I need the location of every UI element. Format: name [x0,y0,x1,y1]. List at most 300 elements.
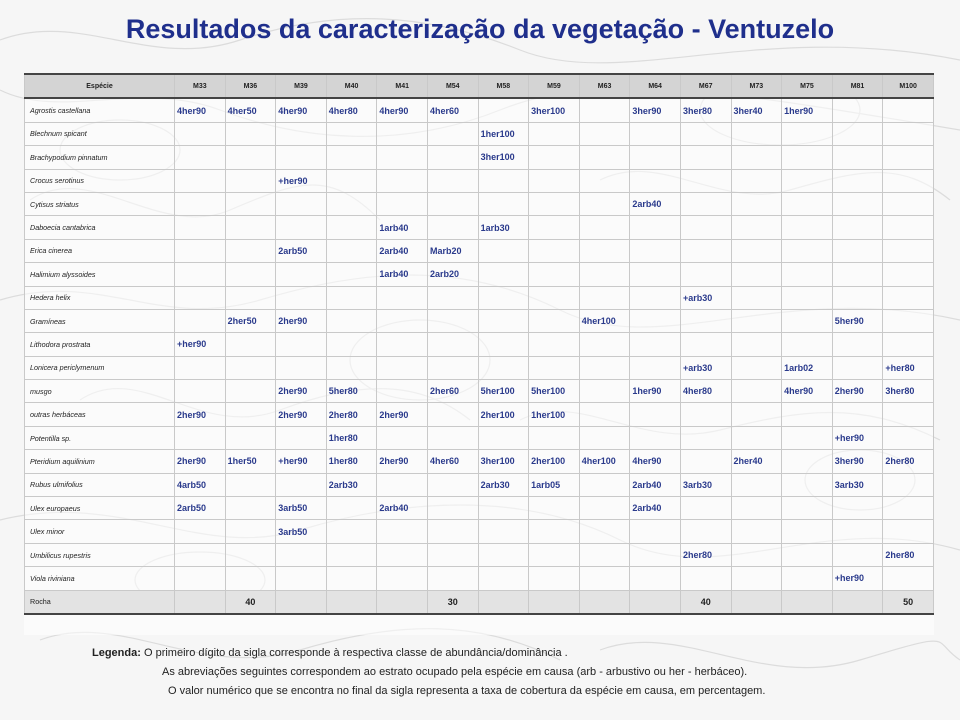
column-header-m75: M75 [782,74,833,98]
table-cell [225,146,276,169]
table-cell: 2her90 [276,309,327,332]
table-cell: 2her50 [225,309,276,332]
table-cell: 2her90 [175,450,226,473]
table-cell [427,567,478,590]
species-cell: Ulex minor [25,520,175,543]
table-cell: 2her100 [478,403,529,426]
table-cell: 3her100 [478,450,529,473]
table-cell [579,543,630,566]
table-cell [377,380,428,403]
table-cell [175,309,226,332]
table-cell: 4her60 [427,450,478,473]
table-cell [529,309,580,332]
table-cell [630,122,681,145]
table-cell: 2arb40 [630,192,681,215]
table-cell: 1her80 [326,426,377,449]
table-cell [225,567,276,590]
table-cell [175,380,226,403]
table-cell [326,286,377,309]
table-cell [832,169,883,192]
table-cell [377,192,428,215]
legend-text-1: O primeiro dígito da sigla corresponde à respectiva classe de abundância/dominância . [143,647,568,659]
table-cell: 2arb40 [377,497,428,520]
table-cell [630,169,681,192]
table-cell [529,497,580,520]
table-row [25,333,934,356]
table-cell [832,356,883,379]
table-cell [883,403,934,426]
table-row [25,380,934,403]
table-cell [731,426,782,449]
table-cell [225,356,276,379]
table-cell: Marb20 [427,239,478,262]
table-cell [731,356,782,379]
table-cell [377,567,428,590]
table-cell [832,286,883,309]
species-cell: Hedera helix [25,286,175,309]
table-cell [579,497,630,520]
table-cell [478,286,529,309]
table-cell [883,567,934,590]
legend [92,644,942,701]
table-cell: 40 [225,590,276,614]
table-cell [579,380,630,403]
table-cell [782,497,833,520]
species-cell: Gramíneas [25,309,175,332]
table-cell [832,520,883,543]
table-cell: 2her90 [276,403,327,426]
table-cell: 2her60 [427,380,478,403]
table-cell [832,192,883,215]
table-cell [225,380,276,403]
table-cell [478,309,529,332]
table-cell: 2her100 [529,450,580,473]
table-cell [225,216,276,239]
table-cell [326,263,377,286]
table-cell [225,333,276,356]
vegetation-table [24,73,934,615]
table-cell [579,333,630,356]
table-cell: 1arb40 [377,263,428,286]
table-row [25,192,934,215]
table-cell [377,590,428,614]
table-cell [731,497,782,520]
table-cell [680,333,731,356]
species-cell: Lithodora prostrata [25,333,175,356]
table-cell [175,356,226,379]
table-cell [478,192,529,215]
table-cell [427,356,478,379]
table-cell: 1arb30 [478,216,529,239]
table-cell [427,497,478,520]
table-cell [377,146,428,169]
table-cell [731,239,782,262]
table-cell [276,567,327,590]
table-cell [731,567,782,590]
table-cell: 2arb30 [478,473,529,496]
table-cell [225,192,276,215]
table-cell [529,216,580,239]
table-cell [276,263,327,286]
species-cell: Ulex europaeus [25,497,175,520]
table-cell [680,192,731,215]
table-row [25,263,934,286]
table-row [25,590,934,614]
table-cell [326,356,377,379]
table-cell [883,286,934,309]
table-cell: 1arb40 [377,216,428,239]
table-cell [478,426,529,449]
table-cell [276,146,327,169]
table-cell [326,239,377,262]
species-cell: Crocus serotinus [25,169,175,192]
table-cell [630,309,681,332]
table-cell [225,286,276,309]
table-cell [579,567,630,590]
table-cell [377,333,428,356]
table-cell: 2her90 [377,450,428,473]
species-cell: outras herbáceas [25,403,175,426]
table-cell: 3her100 [529,98,580,122]
table-row [25,356,934,379]
table-cell [326,309,377,332]
table-row [25,216,934,239]
table-cell [276,543,327,566]
table-cell: 3her80 [883,380,934,403]
table-cell [377,122,428,145]
table-cell [427,333,478,356]
table-cell [883,497,934,520]
table-cell [326,520,377,543]
table-cell: 1her90 [630,380,681,403]
table-cell [680,403,731,426]
table-cell: +arb30 [680,286,731,309]
table-cell: 3arb30 [832,473,883,496]
table-cell [680,239,731,262]
table-cell [782,333,833,356]
table-cell [782,239,833,262]
table-cell [427,543,478,566]
table-row [25,543,934,566]
table-cell [377,543,428,566]
table-row [25,309,934,332]
table-cell [478,98,529,122]
table-cell [326,567,377,590]
table-cell [478,497,529,520]
table-cell [731,309,782,332]
table-cell [680,497,731,520]
table-cell [680,263,731,286]
table-row [25,426,934,449]
table-cell [680,122,731,145]
table-cell [832,122,883,145]
table-cell [326,497,377,520]
table-cell [883,192,934,215]
table-cell [377,473,428,496]
table-cell: 2her80 [883,543,934,566]
table-cell: 4her100 [579,309,630,332]
table-cell [478,263,529,286]
species-cell: Agrostis castellana [25,98,175,122]
table-cell [782,192,833,215]
table-cell [326,543,377,566]
table-cell [630,216,681,239]
table-cell [832,497,883,520]
table-cell [731,263,782,286]
table-cell [731,590,782,614]
table-row [25,497,934,520]
table-cell [883,263,934,286]
table-cell [529,356,580,379]
table-cell [832,216,883,239]
table-cell [276,216,327,239]
table-cell [529,567,580,590]
table-cell [782,122,833,145]
table-cell [326,169,377,192]
table-cell: 3her80 [680,98,731,122]
table-cell: 2her80 [326,403,377,426]
table-cell [529,426,580,449]
table-cell [427,520,478,543]
table-cell [579,146,630,169]
table-cell [326,192,377,215]
table-row [25,520,934,543]
table-cell: +her90 [832,426,883,449]
table-cell [225,426,276,449]
species-cell: Erica cinerea [25,239,175,262]
table-cell [680,146,731,169]
table-cell [883,473,934,496]
table-cell [782,543,833,566]
species-cell: Potentilla sp. [25,426,175,449]
table-cell [478,567,529,590]
table-cell [326,146,377,169]
table-cell: 2her90 [377,403,428,426]
table-row [25,146,934,169]
table-cell: 1arb05 [529,473,580,496]
table-cell [225,239,276,262]
table-cell: 5her100 [529,380,580,403]
table-cell [478,520,529,543]
table-cell [427,286,478,309]
table-cell [326,590,377,614]
table-cell [782,146,833,169]
species-cell: musgo [25,380,175,403]
table-cell [427,403,478,426]
table-cell [377,520,428,543]
table-cell [529,286,580,309]
table-row [25,450,934,473]
legend-text-3: O valor numérico que se encontra no final da sigla representa a taxa de cobertura da espécie em causa, em percentagem. [168,685,766,697]
species-cell: Lonicera periclymenum [25,356,175,379]
species-cell: Blechnum spicant [25,122,175,145]
table-cell [782,263,833,286]
table-cell [225,520,276,543]
table-cell: +her90 [175,333,226,356]
table-cell [529,520,580,543]
table-cell: 3her90 [630,98,681,122]
table-cell [782,403,833,426]
species-cell: Cytisus striatus [25,192,175,215]
table-cell: 2her90 [175,403,226,426]
table-cell: 2arb40 [630,473,681,496]
table-cell [731,122,782,145]
table-cell [579,263,630,286]
table-cell [579,192,630,215]
column-header-m67: M67 [680,74,731,98]
table-cell [427,122,478,145]
table-cell: 5her90 [832,309,883,332]
table-cell [175,520,226,543]
table-row [25,473,934,496]
table-cell [782,473,833,496]
table-cell [883,216,934,239]
table-cell [427,309,478,332]
table-cell [630,239,681,262]
table-cell [832,333,883,356]
table-cell [175,146,226,169]
species-cell: Halimium alyssoides [25,263,175,286]
table-cell [529,192,580,215]
column-header-m59: M59 [529,74,580,98]
table-cell [630,263,681,286]
table-cell: 5her80 [326,380,377,403]
table-cell [883,239,934,262]
table-cell [175,122,226,145]
table-cell [225,473,276,496]
table-cell [680,450,731,473]
table-cell [782,309,833,332]
table-cell [175,239,226,262]
table-cell [175,543,226,566]
table-cell [731,169,782,192]
table-cell [630,590,681,614]
table-cell [680,426,731,449]
table-cell [225,403,276,426]
table-cell [782,590,833,614]
table-cell: +her90 [276,450,327,473]
table-cell: 1her90 [782,98,833,122]
table-cell [579,590,630,614]
table-cell: 2arb50 [175,497,226,520]
species-cell: Daboecia cantabrica [25,216,175,239]
table-cell: 1arb02 [782,356,833,379]
table-cell [427,169,478,192]
table-cell: 2arb20 [427,263,478,286]
table-cell [630,333,681,356]
table-cell [225,169,276,192]
table-cell [731,192,782,215]
table-cell [175,169,226,192]
table-cell: +arb30 [680,356,731,379]
table-cell [731,216,782,239]
table-cell: 3her40 [731,98,782,122]
table-cell: +her90 [832,567,883,590]
table-cell: 3her100 [478,146,529,169]
table-cell [529,263,580,286]
table-cell [579,286,630,309]
table-cell: 4her90 [782,380,833,403]
table-cell: 30 [427,590,478,614]
table-cell: 1her50 [225,450,276,473]
column-header-m41: M41 [377,74,428,98]
table-cell [832,146,883,169]
table-cell [529,146,580,169]
table-cell: 3arb30 [680,473,731,496]
column-header-m40: M40 [326,74,377,98]
table-cell [276,122,327,145]
table-cell [175,567,226,590]
column-header-m63: M63 [579,74,630,98]
table-cell [276,473,327,496]
table-cell [579,169,630,192]
species-cell: Brachypodium pinnatum [25,146,175,169]
table-cell [326,333,377,356]
table-cell: 3arb50 [276,497,327,520]
column-header-m36: M36 [225,74,276,98]
table-cell: 4her90 [276,98,327,122]
table-cell [579,239,630,262]
table-cell [478,356,529,379]
table-cell [680,169,731,192]
column-header-m33: M33 [175,74,226,98]
table-cell [175,590,226,614]
table-row [25,169,934,192]
table-cell [326,216,377,239]
table-cell [883,122,934,145]
species-cell: Pteridium aquilinium [25,450,175,473]
table-cell: 2her80 [883,450,934,473]
table-cell [883,98,934,122]
table-cell: 1her100 [529,403,580,426]
table-cell: 2her40 [731,450,782,473]
table-cell [832,263,883,286]
table-cell [680,520,731,543]
table-cell [529,169,580,192]
table-cell [529,239,580,262]
table-cell [731,380,782,403]
table-row [25,286,934,309]
column-header-species: Espécie [25,74,175,98]
table-cell [731,473,782,496]
table-cell [630,403,681,426]
legend-label: Legenda: [92,647,141,659]
table-cell [731,520,782,543]
table-cell [175,192,226,215]
table-cell [326,122,377,145]
table-cell [529,590,580,614]
table-cell [630,426,681,449]
table-cell [731,146,782,169]
table-cell [832,543,883,566]
table-cell: 4her60 [427,98,478,122]
table-row [25,403,934,426]
table-cell: 4her80 [680,380,731,403]
table-cell: 1her80 [326,450,377,473]
table-cell: 1her100 [478,122,529,145]
table-cell [225,497,276,520]
table-cell [175,286,226,309]
table-cell: 4her90 [377,98,428,122]
table-cell [175,216,226,239]
table-cell [782,216,833,239]
table-cell [782,286,833,309]
table-cell [175,263,226,286]
page-title: Resultados da caracterização da vegetação - Ventuzelo [125,14,835,44]
table-cell [832,98,883,122]
table-cell [377,426,428,449]
table-cell [680,567,731,590]
